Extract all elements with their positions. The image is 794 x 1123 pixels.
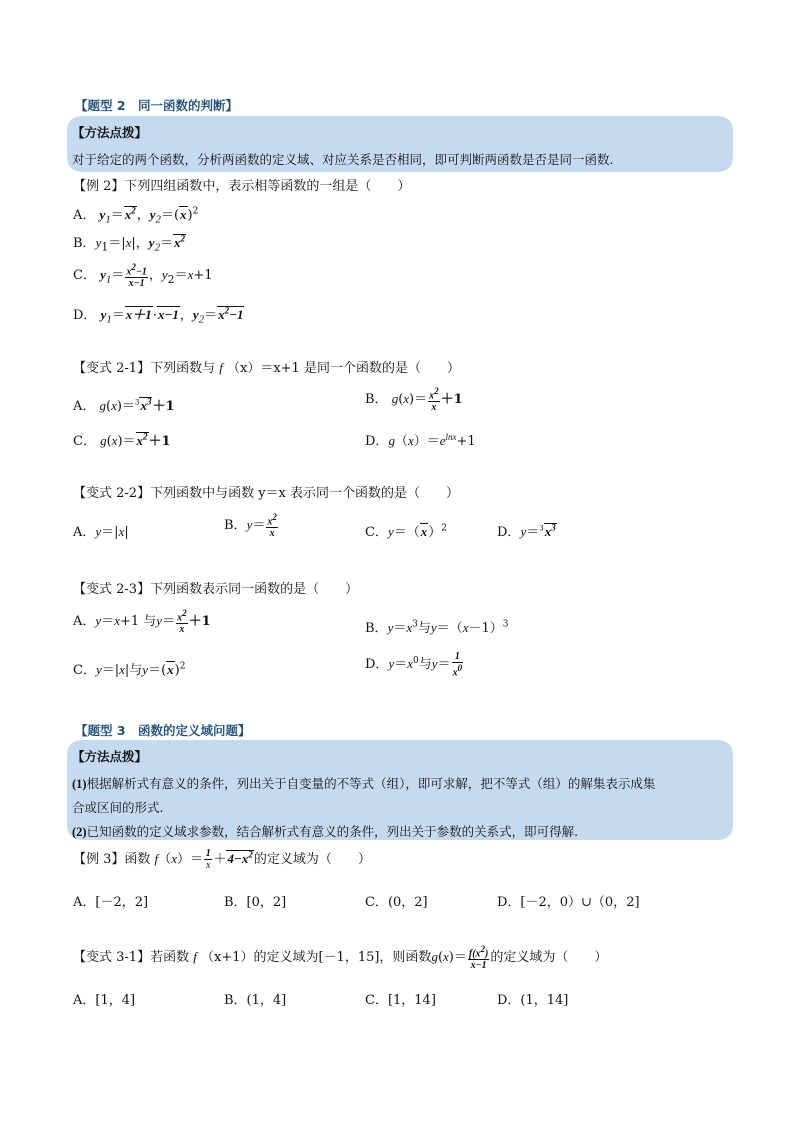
variant-2-2-stem: 【变式 2-2】下列函数中与函数 y＝x 表示同一个函数的是（ ） <box>73 486 460 501</box>
variant-2-3-option-a: A．y＝x+1 与y＝ $\frac{x^2}{x}$ ＋1 <box>73 608 211 636</box>
variant-3-1-stem: 【变式 3-1】若函数 f （x+1）的定义域为[－1，15]，则函数g(x)＝ $\frac{f(x^2)}{x-1}$ 的定义域为（ ） <box>73 944 608 972</box>
variant-2-3-stem: 【变式 2-3】下列函数表示同一函数的是（ ） <box>73 582 359 597</box>
example-3-option-c: C．(0，2] <box>365 895 428 910</box>
variant-3-1-option-d: D．(1，14] <box>497 993 569 1008</box>
variant-2-1-stem: 【变式 2-1】下列函数与 f （x）＝x+1 是同一个函数的是（ ） <box>73 360 460 376</box>
variant-2-2-option-d: D．$y=^3x^3$ <box>497 522 556 540</box>
method-box-type3 <box>67 740 733 840</box>
variant-2-2-option-a: A．y＝|x| <box>73 524 129 540</box>
method-head: 【方法点拨】 <box>72 125 148 140</box>
method-box-type2 <box>67 116 733 172</box>
section-title-type3: 【题型 3 函数的定义域问题】 <box>75 723 251 738</box>
method-line-1: (1)根据解析式有意义的条件，列出关于自变量的不等式（组），即可求解，把不等式（组）的解集表示成集 <box>72 776 656 791</box>
variant-3-1-option-a: A．[1，4] <box>73 993 136 1008</box>
example-2-stem: 【例 2】下列四组函数中，表示相等函数的一组是（ ） <box>73 179 411 194</box>
variant-2-1-option-d: D．$g(x)=e^{lnx}+1$ <box>365 431 476 449</box>
example-2-option-d: D． $y_1=x+1\cdot x-1$，$y_2=x^2-1$ <box>73 305 244 326</box>
section-title-type2: 【题型 2 同一函数的判断】 <box>75 98 239 113</box>
example-3-stem: 【例 3】函数 f（x）＝ $\frac{1}{x}$ $+4-x^2$的定义域为（ ） <box>73 848 371 871</box>
example-2-option-b: B．$y_1=|x|$，$y_2=x^2$ <box>73 233 186 254</box>
variant-3-1-option-b: B．(1，4] <box>224 993 287 1008</box>
example-2-option-a: A． $y_1=x^2$，$y_2=(x)^2$ <box>73 205 199 226</box>
variant-2-3-option-b: B．$y=x^3$与$y=(x-1)^3$ <box>365 619 509 636</box>
variant-2-1-option-a: A． $g(x)=^3x^3+1$ <box>73 396 175 414</box>
example-3-option-d: D．[－2，0）∪（0，2] <box>497 895 640 910</box>
variant-2-1-option-b: B． g(x)＝ $\frac{x^2}{x}$ ＋1 <box>365 386 463 414</box>
method-line-3: (2)已知函数的定义域求参数，结合解析式有意义的条件，列出关于参数的关系式，即可得解. <box>72 824 579 839</box>
variant-2-2-option-b: B．y＝ $\frac{x^2}{x}$ <box>224 512 277 540</box>
variant-2-1-option-c: C． $g(x)=x^2+1$ <box>73 431 171 449</box>
example-3-option-b: B．[0，2] <box>224 895 287 910</box>
method-head: 【方法点拨】 <box>72 749 148 764</box>
example-3-option-a: A．[－2，2] <box>73 895 149 910</box>
variant-2-3-option-d: D．$y=x^0$与y＝ $\frac{1}{x^0}$ <box>365 651 463 679</box>
variant-3-1-option-c: C．[1，14] <box>365 993 436 1008</box>
method-text: 对于给定的两个函数，分析两函数的定义域、对应关系是否相同，即可判断两函数是否是同一函数. <box>72 152 614 167</box>
variant-2-2-option-c: C．$y=(x)^2$ <box>365 523 447 540</box>
variant-2-3-option-c: C．y＝|x|与$y=(x)^2$ <box>73 661 186 678</box>
method-line-2: 合或区间的形式. <box>72 800 164 815</box>
example-2-option-c: C． $y_1=$ $\frac{x^2-1}{x-1}$ ，$y_2=x+1$ <box>73 262 213 290</box>
